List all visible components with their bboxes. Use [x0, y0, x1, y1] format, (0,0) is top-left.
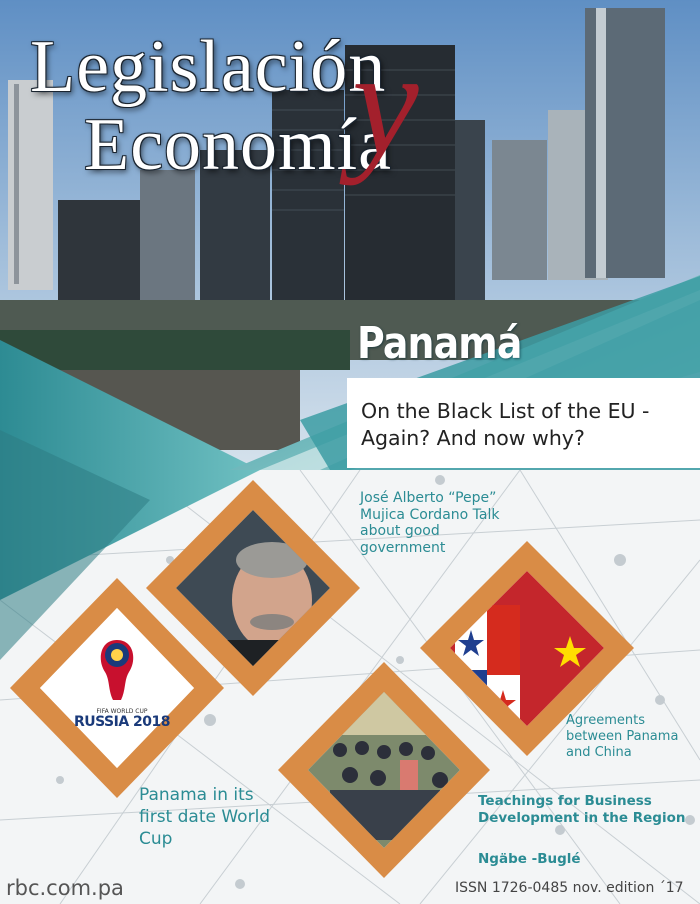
story-teachings-title: Teachings for Business Development in the Region	[478, 793, 686, 826]
cover-story-country: Panamá	[357, 318, 522, 369]
story-mujica: José Alberto “Pepe” Mujica Cordano Talk about good government	[360, 490, 500, 556]
footer-issn: ISSN 1726-0485 nov. edition ´17	[455, 880, 684, 896]
story-teachings-subtitle: Ngäbe -Buglé	[478, 851, 581, 867]
worldcup-logo	[52, 630, 192, 730]
cover-story-headline: On the Black List of the EU - Again? And now why?	[361, 399, 650, 450]
headline-box	[347, 378, 700, 468]
story-worldcup: Panama in its first date World Cup	[139, 785, 271, 849]
worldcup-logo-big-text: RUSSIA 2018	[73, 714, 171, 730]
masthead-title-line1: Legislación	[30, 26, 387, 108]
footer-website: rbc.com.pa	[6, 876, 124, 900]
masthead-title-line2: Economía	[84, 104, 393, 186]
story-china: Agreements between Panama and China	[566, 713, 679, 760]
masthead-title-y: y	[352, 20, 419, 186]
worldcup-logo-small-text: FIFA WORLD CUP	[96, 708, 148, 715]
